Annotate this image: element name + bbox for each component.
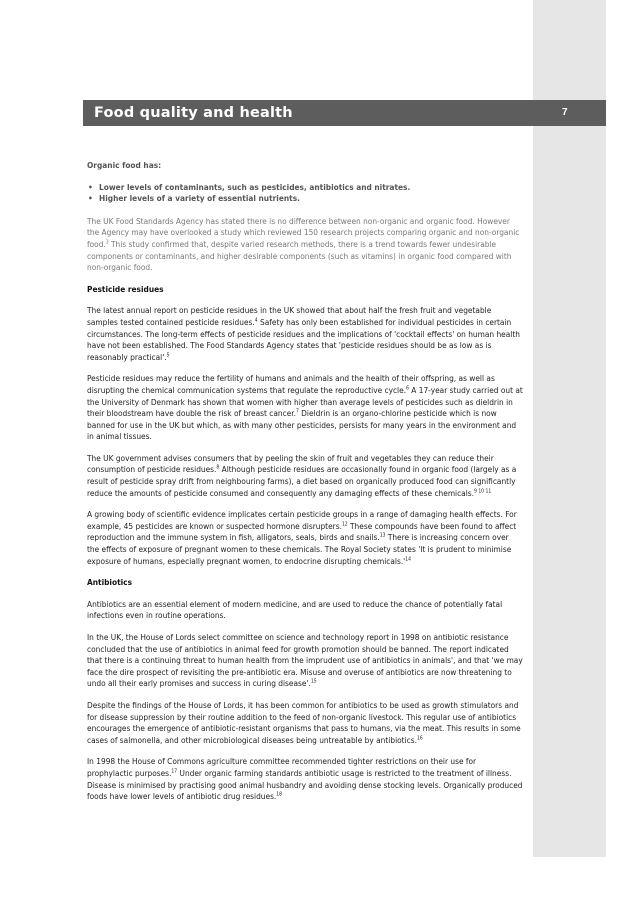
footnote-ref: 4: [254, 317, 258, 324]
paragraph: Despite the findings of the House of Lords, it has been common for antibiotics to be used as growth stimulators and for disease suppression by their routine addition to the feed of non-organic livestock. This regular use of antibiotics encourages the emergence of antibiotic-resistant organisms that pass to humans, via the meat. This results in some cases of salmonella, and other microbiological diseases being untreatable by antibiotics.$^{16}$: [87, 699, 521, 745]
footnote-ref: 5: [166, 351, 170, 358]
paragraph: The UK government advises consumers that by peeling the skin of fruit and vegetables they can reduce their consumption of pesticide residues.$^8$ Although pesticide residues are occasionally found in organic food (largely as a result of pesticide spray drift from neighbouring farms), a diet based on organically produced food can significantly reduce the amounts of pesticide consumed and consequently any damaging effects of these chemicals.$^{9 10 11}$: [87, 452, 517, 498]
footnote-ref: 14: [405, 555, 411, 562]
article-body: [87, 160, 523, 813]
section-heading-pesticides: Pesticide residues: [87, 283, 164, 294]
page-title: Food quality and health: [94, 105, 293, 121]
paragraph: Pesticide residues may reduce the fertility of humans and animals and the health of their offspring, as well as disrupting the chemical communication systems that regulate the reproductive cycle.$^6$ A 17-year study carried out at the University of Denmark has shown that women with higher than average levels of pesticides such as dieldrin in their bloodstream have double the risk of breast cancer.$^7$ Dieldrin is an organo-chlorine pesticide which is now banned for use in the UK but which, as with many other pesticides, persists for many years in the environment and in animal tissues.: [87, 373, 523, 442]
intro-bullet-list: [87, 182, 523, 205]
footnote-ref: 8: [216, 464, 220, 471]
page-number: 7: [562, 107, 568, 118]
intro-bullet: • Lower levels of contaminants, such as pesticides, antibiotics and nitrates.: [87, 182, 523, 194]
paragraph: The latest annual report on pesticide residues in the UK showed that about half the fresh fruit and vegetable samples tested contained pesticide residues.$^4$ Safety has only been established for individual pesticides in certain circumstances. The long-term effects of pesticide residues and the implications of 'cocktail effects' on human health have not been established. The Food Standards Agency states that 'pesticide residues should be as low as is reasonably practical'.$^5$: [87, 305, 520, 362]
intro-paragraph: The UK Food Standards Agency has stated there is no difference between non-organic and organic food. However the Agency may have overlooked a study which reviewed 150 research projects comparing organic and non-organic food.$^3$ This study confirmed that, despite varied research methods, there is a trend towards fewer undesirable components or contaminants, and higher desirable components (such as vitamins) in organic food compared with non-organic food.: [87, 215, 520, 273]
intro-bullet: • Higher levels of a variety of essential nutrients.: [87, 193, 523, 205]
section-heading-antibiotics: Antibiotics: [87, 577, 132, 588]
footnote-ref: 13: [379, 532, 386, 539]
footnote-ref: 7: [295, 408, 299, 415]
paragraph: Antibiotics are an essential element of modern medicine, and are used to reduce the chance of potentially fatal infections even in routine operations.: [87, 598, 503, 621]
footnote-ref: 6: [406, 385, 409, 392]
intro-heading: Organic food has:: [87, 160, 162, 170]
footnote-ref: 3: [105, 239, 109, 246]
paragraph: In the UK, the House of Lords select committee on science and technology report in 1998 on antibiotic resistance concluded that the use of antibiotics in animal feed for growth promotion should be banned. The report indicated that there is a continuing threat to human health from the imprudent use of antibiotics in animals', and that 'we may face the dire prospect of revisiting the pre-antibiotic era. Misuse and overuse of antibiotics are now threatening to undo all their early promises and success in curing disease'.$^{15}$: [87, 632, 523, 689]
footnote-ref: 15: [310, 678, 317, 685]
paragraph: In 1998 the House of Commons agriculture committee recommended tighter restrictions on their use for prophylactic purposes.$^{17}$ Under organic farming standards antibiotic usage is restricted to the treatment of illness. Disease is minimised by practising good animal husbandry and avoiding dense stocking levels. Organically produced foods have lower levels of antibiotic drug residues.$^{18}$: [87, 756, 523, 802]
footnote-ref: 9 10 11: [474, 487, 492, 494]
footnote-ref: 16: [416, 735, 423, 741]
side-margin-band: [533, 0, 606, 857]
paragraph: A growing body of scientific evidence implicates certain pesticide groups in a range of damaging health effects. For example, 45 pesticides are known or suspected hormone disrupters.$^{12}$ These compounds have been found to affect reproduction and the immune system in fish, alligators, seals, birds and snails.$^{13}$ There is increasing concern over the effects of exposure of pregnant women to these chemicals. The Royal Society states 'It is prudent to minimise exposure of humans, especially pregnant women, to endocrine disrupting $chemicals.'^{14}$: [87, 509, 517, 566]
footnote-ref: 12: [341, 521, 348, 528]
footnote-ref: 18: [276, 791, 283, 798]
footnote-ref: 17: [171, 768, 178, 775]
